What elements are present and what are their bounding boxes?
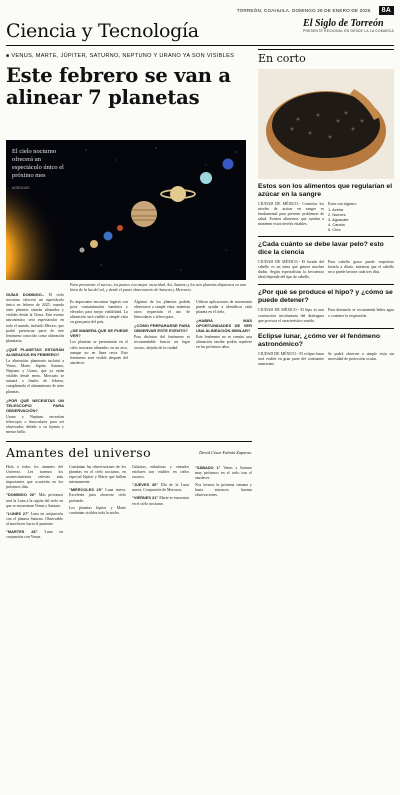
dateline: GUÍAS DOMINGO.- (6, 292, 49, 297)
subhead: ¿DE MANERA QUE SE PUEDE VER? (70, 328, 128, 339)
earth-shape (104, 232, 113, 241)
date-entry: "SÁBADO 1" Venus y Saturno muy próximos en el cielo tras el atardecer. (195, 465, 252, 481)
story1-items (328, 207, 394, 232)
lower-story-column (69, 463, 126, 540)
newspaper-logo (303, 18, 394, 33)
date-entry: "LUNES 27" Luna en conjunción con el planeta Saturno. Observable al anochecer hacia el poniente. (6, 510, 63, 526)
kicker-text: VENUS, MARTE, JÚPITER, SATURNO, NEPTUNO Y URANO YA SON VISIBLES (11, 53, 235, 59)
main-story-header (6, 49, 246, 109)
masthead (6, 16, 394, 46)
subhead: ¿POR QUÉ NECESITAS UN TELESCOPIO PARA OBSERVACIÓN? (6, 397, 64, 413)
story4-text-b: Se podrá observar a simple vista sin necesidad de protección ocular. (328, 351, 394, 361)
date-label: "DOMINGO 26" (6, 492, 39, 498)
lead-paragraph: GUÍAS DOMINGO.- El cielo nocturno ofrecerá un espectáculo único en febrero de 2025, cuando siete planetas estarán alineados y visibles desde la Tierra. Este evento astronómico será espectacular en todo el mundo, incluido México, que podrá presenciar parte de este fenómeno conocido como alineación planetaria. (6, 292, 64, 343)
sidebar-story3-headline: ¿Por qué se produce el hipo? y ¿cómo se puede detener? (258, 289, 393, 305)
divider (258, 236, 394, 237)
sidebar-story2-headline: ¿Cada cuánto se debe lavar pelo? esto dice la ciencia (258, 241, 384, 257)
story1-text-a: CIUDAD DE MÉXICO.- Controlar los niveles de azúcar en sangre es fundamental para prevenir problemas de salud. Existen alimentos que ayudan a mantener estos niveles estables. (258, 202, 324, 227)
date-strip (6, 3, 394, 17)
subhead: ¿CÓMO PREPARARSE PARA OBSERVAR ESTE EVENTO? (134, 323, 190, 334)
subhead: ¿QUÉ PLANETAS ESTARÁN ALINEADOS EN FEBRERO? (6, 346, 64, 357)
story-column-2 (70, 298, 128, 366)
story-column-4 (196, 298, 252, 351)
deck-credit: AGENCIAS (12, 186, 30, 190)
deck-text: El cielo nocturno ofrecerá un espectáculo único el próximo mes (12, 148, 64, 179)
story-column-1 (6, 292, 64, 435)
venus-shape (90, 240, 98, 248)
food-photo (258, 69, 394, 179)
sidebar-story2-body (258, 260, 394, 280)
story4-text-a: CIUDAD DE MÉXICO.- El eclipse lunar será visible en gran parte del continente americano. (258, 351, 324, 366)
sidebar-story4-body (258, 352, 394, 367)
jupiter-shape (131, 201, 157, 227)
paragraph: Continúan las observaciones de los planetas en el cielo nocturno, en especial Júpiter y Marte que brillan intensamente. (69, 465, 126, 485)
date-label: "JUEVES 30" (132, 482, 161, 488)
date-entry: "VIERNES 31" Marte se encuentra en el cielo nocturno. (132, 495, 189, 506)
bullet-icon: ■ (6, 53, 10, 59)
sidebar-section-title: En corto (258, 49, 394, 65)
logo-name: El Siglo de Torreón (303, 18, 384, 29)
date-label: "LUNES 27" (6, 510, 31, 516)
story-kicker (6, 53, 246, 59)
uranus-shape (200, 172, 212, 184)
date-entry: "MIÉRCOLES 29" Luna nueva. Excelente para observar cielo profundo. (69, 487, 126, 503)
sidebar-story4-headline: Eclipse lunar, ¿cómo ver el fenómeno astronómico? (258, 332, 381, 348)
paragraph: Utilizar aplicaciones de astronomía puede ayudar a identificar cada planeta en el cielo. (196, 300, 252, 315)
story1-text-b: Estos son algunos: (328, 202, 357, 206)
image-caption: Para presenciar el suceso, los puntos con mayor oscuridad. Así, Saturno y los seis planetas dispuestos en una línea de la luz del sol, y desde el punto observatorio de Saturno y Mercurio. (70, 282, 246, 292)
paragraph: Este fenómeno no es común; una alineación similar podría repetirse en los próximos años. (196, 335, 252, 350)
paragraph: Los planetas Júpiter y Marte continúan visibles toda la noche. (69, 505, 126, 515)
lower-story-column (195, 463, 252, 540)
publication-date: TORREÓN, COAHUILA. DOMINGO 26 DE ENERO DE 2025 (236, 7, 371, 13)
story2-text-a: CIUDAD DE MÉXICO.- El lavado del cabello es un tema que genera muchas dudas. Según especialistas la frecuencia ideal depende del tipo de cabello. (258, 260, 324, 280)
sidebar-story3-body (258, 308, 394, 323)
paragraph: Los planetas se presentarán en el cielo nocturno alineados en un arco, aunque no en línea recta. Este fenómeno será visible después del atardecer. (70, 340, 128, 365)
logo-tagline: PRESENTE REGIONAL EN DESDE LA LA COMARCA (303, 29, 394, 33)
story-headline: Este febrero se van a alinear 7 planetas (6, 64, 231, 109)
date-label: "MIÉRCOLES 29" (69, 487, 106, 493)
paragraph: La alineación planetaria incluirá a Venus, Marte, Júpiter, Saturno, Neptuno y Urano, que ya están visibles desde enero. Mercurio se sumará a finales de febrero, completando el alineamiento de siete planetas. (6, 358, 64, 394)
lower-story-column (132, 463, 189, 540)
date-label: "VIERNES 31" (132, 495, 160, 501)
story3-text-a: CIUDAD DE MÉXICO.- El hipo es una contracción involuntaria del diafragma que provoca el característico sonido. (258, 308, 324, 323)
story-deck (12, 148, 64, 192)
seeds-bowl-graphic (258, 69, 394, 179)
date-entry: "DOMINGO 26" Más próximos será la Luna a la región del cielo en que se encuentran Venus y Saturno. (6, 492, 64, 508)
paragraph: Es importante encontrar lugares con poca contaminación lumínica y elevados para mejor visibilidad. La alineación será visible a simple vista en gran parte del país. (70, 300, 128, 325)
saturn-shape (170, 186, 186, 202)
date-label: "SÁBADO 1" (195, 465, 224, 470)
list-item: 2. Nueces (328, 212, 346, 218)
story3-text-b: Para detenerlo se recomienda beber agua o contener la respiración. (328, 308, 394, 318)
lower-story-column (6, 463, 63, 540)
sidebar-column (258, 49, 394, 367)
section-page-number: 8A (379, 6, 394, 15)
story2-text-b: Para cabello graso puede requerirse lavarlo a diario, mientras que el cabello seco puede lavarse cada tres días. (328, 260, 394, 275)
paragraph: Hola a todos los amantes del Universo. Les traemos los acontecimientos celestes más importantes que ocurrirán en los próximos días. (6, 465, 63, 490)
mars-shape (117, 225, 123, 231)
paragraph: Urano y Neptuno necesitan telescopio o binoculares para ser observados debido a su lejanía y menor brillo. (6, 414, 64, 434)
paragraph: Para disfrutar del fenómeno es recomendable buscar un lugar oscuro, alejado de la ciudad. (134, 335, 190, 350)
neptune-shape (223, 159, 234, 170)
list-item: 3. Aguacate (328, 217, 349, 223)
paragraph: Nos leemos la próxima semana y hasta entonces, buenas observaciones. (195, 483, 252, 498)
subhead: ¿HABRÁ MÁS OPORTUNIDADES DE VER UNA ALINEACIÓN SIMILAR? (196, 318, 252, 334)
list-item: 5. Chía (328, 227, 341, 233)
sidebar-story1-body (258, 202, 394, 232)
date-entry: "JUEVES 30" Día de la Luna nueva. Conjunción de Mercurio. (132, 482, 189, 493)
list-item: 4. Canela (328, 222, 345, 228)
paragraph: Galaxias, nebulosas y cúmulos estelares son visibles en cielos oscuros. (132, 465, 189, 480)
lower-story-header (6, 441, 252, 460)
mercury-shape (80, 248, 85, 253)
sidebar-story1-headline: Estos son los alimentos que regularían el azúcar en la sangre (258, 183, 393, 198)
story-column-3 (134, 298, 190, 351)
planets-illustration (6, 140, 246, 280)
paragraph: Algunos de los planetas podrán observarse a simple vista, mientras otros requerirán el uso de binoculares o telescopios. (134, 300, 190, 320)
lower-story-byline: David César Fabián Zaparaz. (199, 450, 252, 455)
lower-story-title: Amantes del universo (6, 445, 152, 460)
date-label: "MARTES 28" (6, 529, 45, 535)
section-title: Ciencia y Tecnología (6, 20, 199, 42)
divider (258, 328, 394, 329)
divider (258, 284, 394, 285)
list-item: 1. Avena (328, 207, 344, 213)
lower-story-body (6, 463, 252, 540)
story1-list (328, 202, 394, 232)
date-entry: "MARTES 28" Luna en conjunción con Venus. (6, 529, 64, 540)
